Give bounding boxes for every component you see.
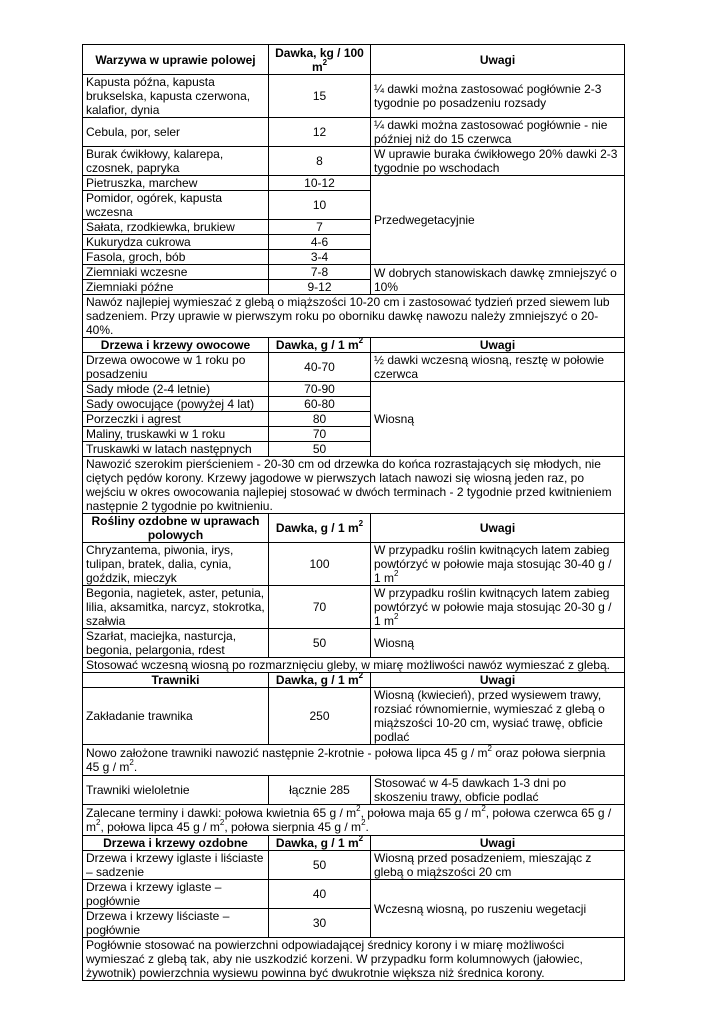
note-sup: 2 — [394, 569, 399, 578]
dose-cell: 12 — [269, 118, 371, 147]
table-row — [83, 543, 625, 586]
note-sup: 2 — [487, 744, 492, 753]
note-text: oraz połowa sierpnia 45 g / m — [86, 746, 606, 774]
plant-cell: Pietruszka, marchew — [83, 176, 269, 191]
dose-cell: 60-80 — [269, 397, 371, 412]
plant-cell: Ziemniaki późne — [83, 280, 269, 295]
note-cell: ¼ dawki można zastosować pogłównie - nie później niż do 15 czerwca — [371, 118, 625, 147]
table-row — [83, 851, 625, 880]
section-footer-note: Stosować wczesną wiosną po rozmarznięciu gleby, w miarę możliwości nawóz wymieszać z glebą. — [83, 658, 625, 673]
plant-cell: Chryzantema, piwonia, irys, tulipan, bratek, dalia, cynia, goździk, mieczyk — [83, 543, 269, 586]
dose-cell: 50 — [269, 629, 371, 658]
header-plant: Drzewa i krzewy ozdobne — [83, 836, 269, 851]
header-dose — [269, 338, 371, 353]
header-plant: Rośliny ozdobne w uprawach polowych — [83, 514, 269, 543]
plant-cell: Porzeczki i agrest — [83, 412, 269, 427]
dose-cell: 250 — [269, 688, 371, 745]
header-plant: Drzewa i krzewy owocowe — [83, 338, 269, 353]
section-header-row — [83, 338, 625, 353]
note-text: Nowo założone trawniki nawozić następnie 2-krotnie - połowa lipca 45 g / m — [86, 746, 488, 760]
section-header-row — [83, 45, 625, 75]
section-footer-note: Nawozić szerokim pierścieniem - 20-30 cm od drzewka do końca rozrastających się młodych, nie ciętych pędów korony. Krzewy jagodowe w pierwszych latach nawozi się wiosną jeden raz, po wejściu w okres owocowania najlepiej stosować w dwóch terminach - 2 tygodnie przed kwitnieniem następnie 2 tygodnie po kwitnieniu. — [83, 457, 625, 514]
header-dose-text: Dawka, kg / 100 m — [275, 45, 364, 74]
plant-cell: Sady owocujące (powyżej 4 lat) — [83, 397, 269, 412]
note-cell-merged: Wczesną wiosną, po ruszeniu wegetacji — [371, 880, 625, 938]
section-footer-note — [83, 805, 625, 836]
note-cell: ½ dawki wczesną wiosną, resztę w połowie czerwca — [371, 353, 625, 382]
section-footer-note: Nawóz najlepiej wymieszać z glebą o miąższości 10-20 cm i zastosować tydzień przed siewem lub sadzeniem. Przy uprawie w pierwszym roku po oborniku dawkę nawozu należy zmniejszyć o 20-40%. — [83, 295, 625, 338]
dose-cell: 70 — [269, 586, 371, 629]
dose-cell: 50 — [269, 851, 371, 880]
note-text: . — [133, 760, 138, 774]
plant-cell: Drzewa i krzewy liściaste – pogłównie — [83, 909, 269, 938]
note-cell: W uprawie buraka ćwikłowego 20% dawki 2-3 tygodnie po wschodach — [371, 147, 625, 176]
header-dose — [269, 673, 371, 688]
plant-cell: Pomidor, ogórek, kapusta wczesna — [83, 191, 269, 220]
note-cell — [371, 586, 625, 629]
plant-cell: Kapusta późna, kapusta brukselska, kapusta czerwona, kalafior, dynia — [83, 75, 269, 118]
dose-cell: 8 — [269, 147, 371, 176]
note-text: , połowa czerwca 65 g / m — [86, 806, 612, 834]
note-cell-merged: Wiosną — [371, 382, 625, 457]
header-dose-text: Dawka, g / 1 m — [275, 521, 359, 535]
note-cell-merged: W dobrych stanowiskach dawkę zmniejszyć o 10% — [371, 265, 625, 295]
table-row — [83, 688, 625, 745]
note-cell: Wiosną przed posadzeniem, mieszając z glebą o miąższości 20 cm — [371, 851, 625, 880]
note-text: Zalecane terminy i dawki: połowa kwietnia 65 g / m — [86, 806, 357, 820]
plant-cell: Burak ćwikłowy, kalarepa, czosnek, papryka — [83, 147, 269, 176]
table-row — [83, 118, 625, 147]
header-notes: Uwagi — [371, 514, 625, 543]
dose-cell: 10-12 — [269, 176, 371, 191]
table-row — [83, 147, 625, 176]
header-dose-text: Dawka, g / 1 m — [275, 338, 359, 352]
table-row — [83, 776, 625, 805]
section-footer-row — [83, 457, 625, 514]
table-row — [83, 353, 625, 382]
table-row — [83, 586, 625, 629]
section-footer-row — [83, 805, 625, 836]
note-sup: 2 — [129, 758, 134, 767]
dose-cell: 40-70 — [269, 353, 371, 382]
dose-cell: 100 — [269, 543, 371, 586]
plant-cell: Cebula, por, seler — [83, 118, 269, 147]
plant-cell: Drzewa i krzewy iglaste i liściaste – sadzenie — [83, 851, 269, 880]
section-middle-note — [83, 745, 625, 776]
plant-cell: Zakładanie trawnika — [83, 688, 269, 745]
note-cell: Wiosną — [371, 629, 625, 658]
header-plant: Trawniki — [83, 673, 269, 688]
header-notes: Uwagi — [371, 836, 625, 851]
table-row — [83, 75, 625, 118]
dose-cell: 70-90 — [269, 382, 371, 397]
note-sup: 2 — [361, 818, 366, 827]
note-text: , połowa maja 65 g / m — [360, 806, 482, 820]
header-dose-sup: 2 — [358, 672, 364, 680]
dose-cell: 7-8 — [269, 265, 371, 280]
plant-cell: Szarłat, maciejka, nasturcja, begonia, pelargonia, rdest — [83, 629, 269, 658]
dose-cell: 15 — [269, 75, 371, 118]
dose-cell: 70 — [269, 427, 371, 442]
note-text: , połowa sierpnia 45 g / m — [224, 820, 362, 834]
plant-cell: Sałata, rzodkiewka, brukiew — [83, 220, 269, 235]
plant-cell: Truskawki w latach następnych — [83, 442, 269, 457]
dose-cell: 9-12 — [269, 280, 371, 295]
plant-cell: Kukurydza cukrowa — [83, 235, 269, 250]
dose-cell: 80 — [269, 412, 371, 427]
plant-cell: Sady młode (2-4 letnie) — [83, 382, 269, 397]
plant-cell: Fasola, groch, bób — [83, 250, 269, 265]
note-sup: 2 — [481, 804, 486, 813]
table-row — [83, 880, 625, 909]
note-cell: Wiosną (kwiecień), przed wysiewem trawy, rozsiać równomiernie, wymieszać z glebą o miąższości 10-20 cm, wysiać trawę, obficie podlać — [371, 688, 625, 745]
note-sup: 2 — [356, 804, 361, 813]
dose-cell: łącznie 285 — [269, 776, 371, 805]
note-sup: 2 — [394, 612, 399, 621]
table-row — [83, 629, 625, 658]
note-sup: 2 — [219, 818, 225, 827]
header-notes: Uwagi — [371, 338, 625, 353]
table-row — [83, 382, 625, 397]
fertilizer-dose-table — [82, 44, 625, 981]
note-text: W przypadku roślin kwitnących latem zabieg powtórzyć w połowie maja stosując 20-30 g / 1 m — [374, 586, 612, 628]
table-row — [83, 265, 625, 280]
header-notes: Uwagi — [371, 45, 625, 75]
table-row — [83, 176, 625, 191]
header-dose-text: Dawka, g / 1 m — [275, 836, 359, 850]
section-header-row — [83, 514, 625, 543]
header-plant: Warzywa w uprawie polowej — [83, 45, 269, 75]
header-dose-sup: 2 — [358, 519, 364, 528]
plant-cell: Ziemniaki wczesne — [83, 265, 269, 280]
plant-cell: Maliny, truskawki w 1 roku — [83, 427, 269, 442]
section-footer-note: Pogłównie stosować na powierzchni odpowiadającej średnicy korony i w miarę możliwości wymieszać z glebą tak, aby nie uszkodzić korzeni. W przypadku form kolumnowych (jałowiec, żywotnik) powierzchnia wysiewu powinna być dwukrotnie większa niż średnica korony. — [83, 938, 625, 981]
dose-cell: 4-6 — [269, 235, 371, 250]
section-header-row — [83, 836, 625, 851]
dose-cell: 7 — [269, 220, 371, 235]
header-dose — [269, 45, 371, 75]
dose-cell: 30 — [269, 909, 371, 938]
section-footer-row — [83, 658, 625, 673]
header-dose-sup: 2 — [358, 835, 364, 843]
note-cell-merged: Przedwegetacyjnie — [371, 176, 625, 265]
section-header-row — [83, 673, 625, 688]
note-cell: Stosować w 4-5 dawkach 1-3 dni po skoszeniu trawy, obficie podlać — [371, 776, 625, 805]
dose-cell: 50 — [269, 442, 371, 457]
note-cell: ¼ dawki można zastosować pogłównie 2-3 tygodnie po posadzeniu rozsady — [371, 75, 625, 118]
header-dose-sup: 2 — [358, 337, 364, 345]
plant-cell: Trawniki wieloletnie — [83, 776, 269, 805]
note-text: , połowa lipca 45 g / m — [100, 820, 220, 834]
header-dose — [269, 514, 371, 543]
note-text: W przypadku roślin kwitnących latem zabieg powtórzyć w połowie maja stosując 30-40 g / 1 m — [374, 543, 612, 585]
plant-cell: Drzewa i krzewy iglaste – pogłównie — [83, 880, 269, 909]
section-footer-row — [83, 295, 625, 338]
header-dose-text: Dawka, g / 1 m — [275, 673, 359, 687]
header-dose — [269, 836, 371, 851]
note-cell — [371, 543, 625, 586]
dose-cell: 3-4 — [269, 250, 371, 265]
plant-cell: Begonia, nagietek, aster, petunia, lilia, aksamitka, narcyz, stokrotka, szałwia — [83, 586, 269, 629]
note-sup: 2 — [96, 818, 101, 827]
section-footer-row — [83, 938, 625, 981]
dose-cell: 10 — [269, 191, 371, 220]
header-notes: Uwagi — [371, 673, 625, 688]
note-text: . — [365, 820, 369, 834]
plant-cell: Drzewa owocowe w 1 roku po posadzeniu — [83, 353, 269, 382]
dose-cell: 40 — [269, 880, 371, 909]
section-middle-row — [83, 745, 625, 776]
header-dose-sup: 2 — [322, 57, 328, 67]
